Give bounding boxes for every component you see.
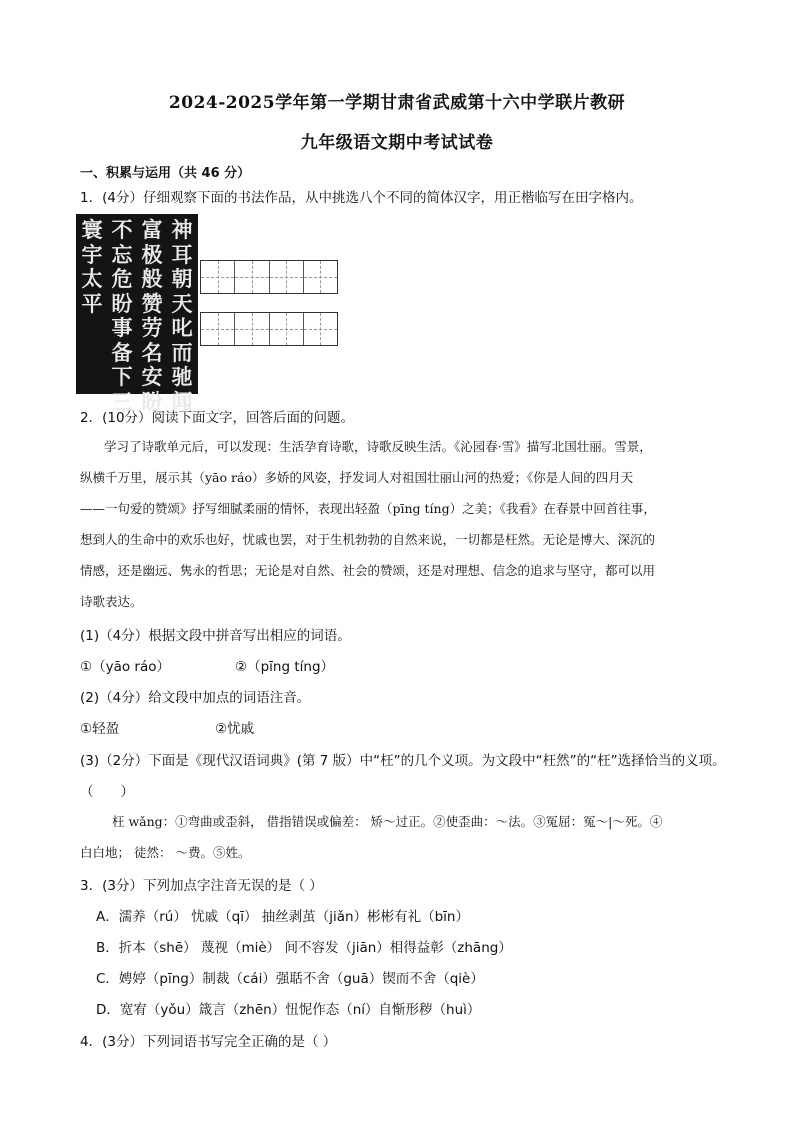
tianzige-cell[interactable]: [304, 313, 337, 345]
tianzige-cell[interactable]: [270, 261, 304, 293]
exam-title-line1: 2024-2025学年第一学期甘肃省武威第十六中学联片教研: [168, 93, 626, 113]
answer-blank-1b: ②（pīng tíng）: [235, 659, 335, 675]
passage-line-2: 纵横千万里，展示其（yāo ráo）多娇的风姿，抒发词人对祖国壮丽山河的热爱；《你是人间的四月天: [80, 470, 634, 485]
tianzige-row-2: [200, 312, 338, 346]
tianzige-cell[interactable]: [270, 313, 304, 345]
tianzige-row-1: [200, 260, 338, 294]
passage-line-3: ——一句爱的赞颂》抒写细腻柔丽的情怀，表现出轻盈（pīng tíng）之美；《我看》在春景中回首往事，: [80, 501, 656, 516]
tianzige-cell[interactable]: [201, 313, 235, 345]
option-d: D．宽宥（yǒu）箴言（zhēn）忸怩作态（ní）自惭形秽（huì）: [96, 1002, 481, 1018]
answer-blank-2b: ②忧戚: [215, 721, 255, 737]
calligraphy-column-4: 寰宇太平: [81, 217, 103, 316]
passage-line-1: 学习了诗歌单元后，可以发现：生活孕育诗歌，诗歌反映生活。《沁园春·雪》描写北国壮丽。雪景，: [104, 439, 652, 454]
calligraphy-column-1: 神耳朝天叱而驰闻: [171, 217, 193, 414]
sub-question-3: (3)（2分）下面是《现代汉语词典》(第 7 版）中“枉”的几个义项。为文段中“枉然”的“枉”选择恰当的义项。: [80, 753, 726, 769]
option-a: A．濡养（rú） 忧戚（qī） 抽丝剥茧（jiǎn）彬彬有礼（bīn）: [96, 909, 469, 925]
question-2-text: 2．(10分）阅读下面文字，回答后面的问题。: [80, 410, 355, 426]
option-c: C．娉婷（pīng）制裁（cái）强聒不舍（guā）锲而不舍（qiè）: [96, 971, 484, 987]
tianzige-cell[interactable]: [201, 261, 235, 293]
tianzige-cell[interactable]: [235, 313, 269, 345]
question-3-text: 3．(3分）下列加点字注音无误的是（ ）: [80, 878, 323, 894]
sub-question-2: (2)（4分）给文段中加点的词语注音。: [80, 690, 311, 706]
sub-question-1: (1)（4分）根据文段中拼音写出相应的词语。: [80, 628, 351, 644]
tianzige-cell[interactable]: [304, 261, 337, 293]
question-4-text: 4．(3分）下列词语书写完全正确的是（ ）: [80, 1034, 337, 1050]
passage-line-4: 想到人的生命中的欢乐也好，忧戚也罢，对于生机勃勃的自然来说，一切都是枉然。无论是博大、深沉的: [80, 532, 656, 547]
option-b: B．折本（shē） 蔑视（miè） 间不容发（jiān）相得益彰（zhāng）: [96, 940, 512, 956]
tianzige-cell[interactable]: [235, 261, 269, 293]
question-1-text: 1．(4分）仔细观察下面的书法作品，从中挑选八个不同的简体汉字，用正楷临写在田字格内。: [80, 190, 643, 206]
calligraphy-column-2: 富极般赞劳名安盼: [141, 217, 163, 414]
answer-blank-2a: ①轻盈: [80, 721, 120, 737]
exam-title-line2: 九年级语文期中考试试卷: [300, 133, 494, 153]
dictionary-definition-line-2: 白白地； 徒然： ～费。⑤姓。: [80, 845, 251, 860]
section-heading: 一、积累与运用（共 46 分）: [80, 166, 251, 181]
dictionary-definition-line-1: 枉 wǎng：①弯曲或歪斜， 借指错误或偏差： 矫～过正。②使歪曲：～法。③冤屈：冤～|～死。④: [112, 814, 663, 829]
calligraphy-image: [76, 214, 198, 414]
passage-line-5: 情感，还是幽远、隽永的哲思；无论是对自然、社会的赞颂，还是对理想、信念的追求与坚守，都可以用: [80, 563, 656, 578]
calligraphy-column-3: 不忘危盼事备下三: [111, 217, 133, 414]
passage-line-6: 诗歌表达。: [80, 594, 143, 609]
answer-blank-1a: ①（yāo ráo）: [80, 659, 170, 675]
answer-paren-3: （ ）: [80, 784, 134, 800]
